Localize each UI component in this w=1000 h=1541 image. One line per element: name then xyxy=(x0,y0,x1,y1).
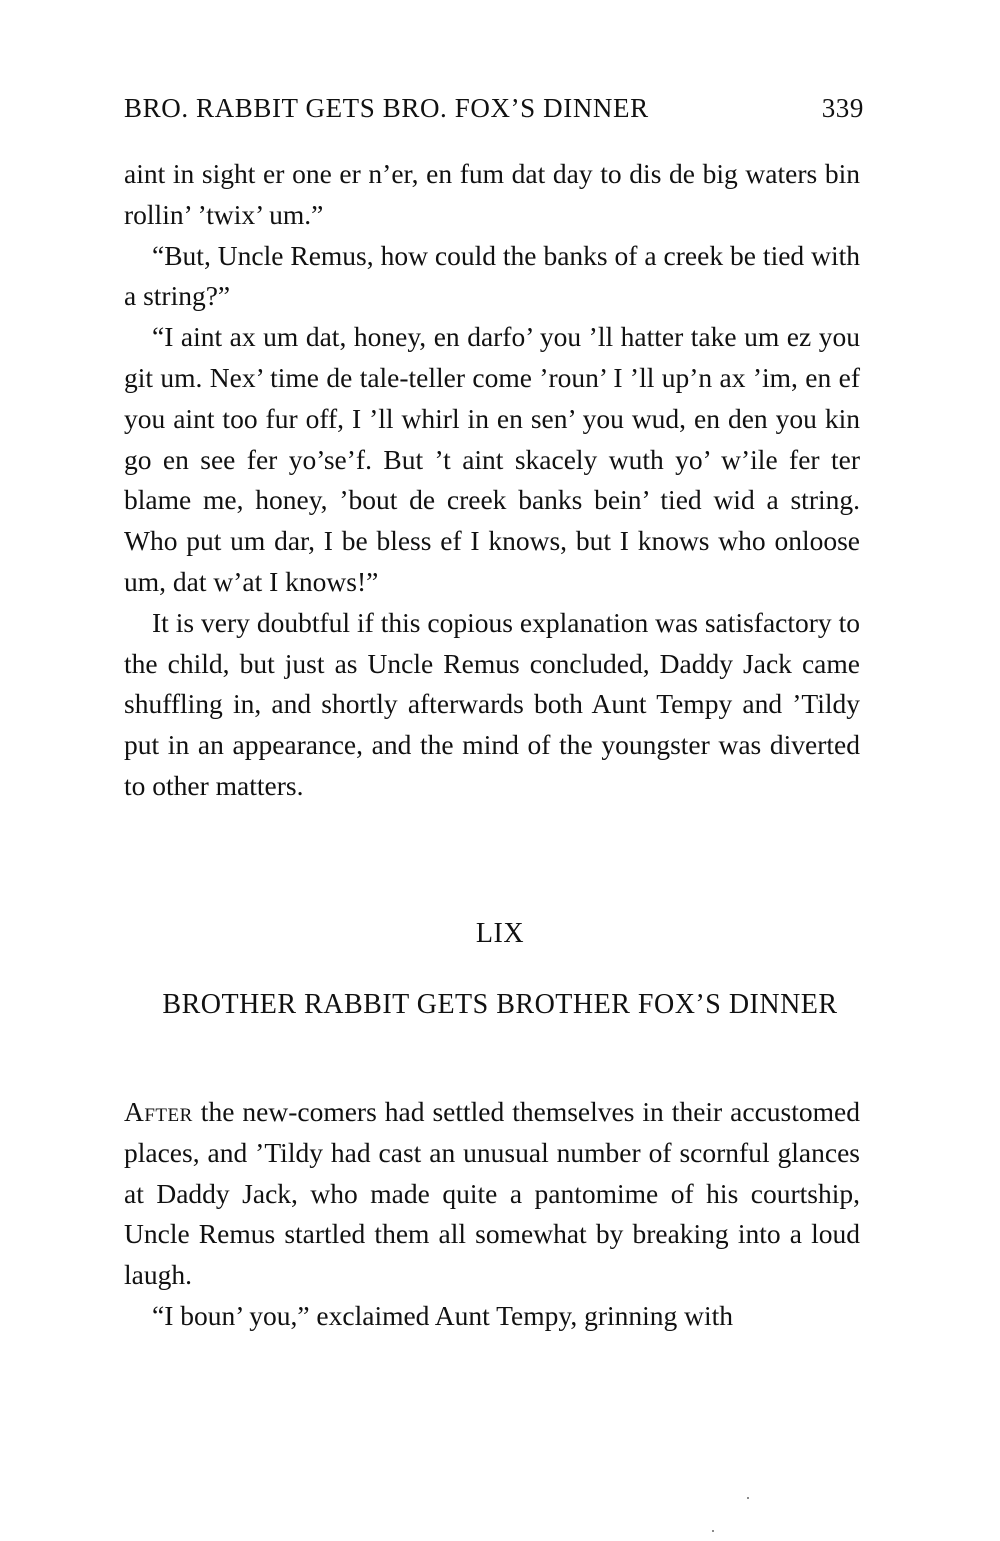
paragraph: “But, Uncle Remus, how could the banks of a creek be tied with a string?” xyxy=(124,239,860,312)
running-title: BRO. RABBIT GETS BRO. FOX’S DINNER xyxy=(124,93,649,123)
continuation-text xyxy=(124,154,860,807)
paragraph: “I boun’ you,” exclaimed Aunt Tempy, grinning with xyxy=(152,1299,734,1331)
page-number: 339 xyxy=(821,93,864,123)
opening-word: After xyxy=(124,1096,193,1127)
chapter-number: LIX xyxy=(475,918,525,949)
scan-speck xyxy=(712,1530,714,1532)
paragraph: It is very doubtful if this copious explanation was satisfactory to the child, but just as Uncle Remus concluded, Daddy Jack came shuffling in, and shortly afterwards both Aunt Tempy and ’Tildy put in an appearance, and the mind of the youngster was diverted to other matters. xyxy=(124,606,860,801)
opening-rest: the new-comers had settled themselves in their accustomed places, and ’Tildy had cast an unusual number of scornful glances at Daddy Jack, who made quite a pantomime of his courtship, Uncle Remus startled them all somewhat by breaking into a loud laugh. xyxy=(124,1096,860,1291)
scan-speck xyxy=(747,1497,749,1499)
chapter-text xyxy=(124,1092,860,1337)
opening-paragraph xyxy=(124,1092,860,1296)
chapter-title: BROTHER RABBIT GETS BROTHER FOX’S DINNER xyxy=(162,989,838,1020)
paragraph: aint in sight er one er n’er, en fum dat day to dis de big waters bin rollin’ ’twix’ um.” xyxy=(124,158,860,230)
paragraph: “I aint ax um dat, honey, en darfo’ you ’ll hatter take um ez you git um. Nex’ time de tale-teller come ’roun’ I ’ll up’n ax ’im, en ef you aint too fur off, I ’ll whirl in en sen’ you wud, en den you kin go en see fer yo’se’f. But ’t aint skacely wuth yo’ w’ile fer ter blame me, honey, ’bout de creek banks bein’ tied wid a string. Who put um dar, I be bless ef I knows, but I knows who onloose um, dat w’at I knows!” xyxy=(124,321,860,597)
running-head xyxy=(124,93,864,124)
